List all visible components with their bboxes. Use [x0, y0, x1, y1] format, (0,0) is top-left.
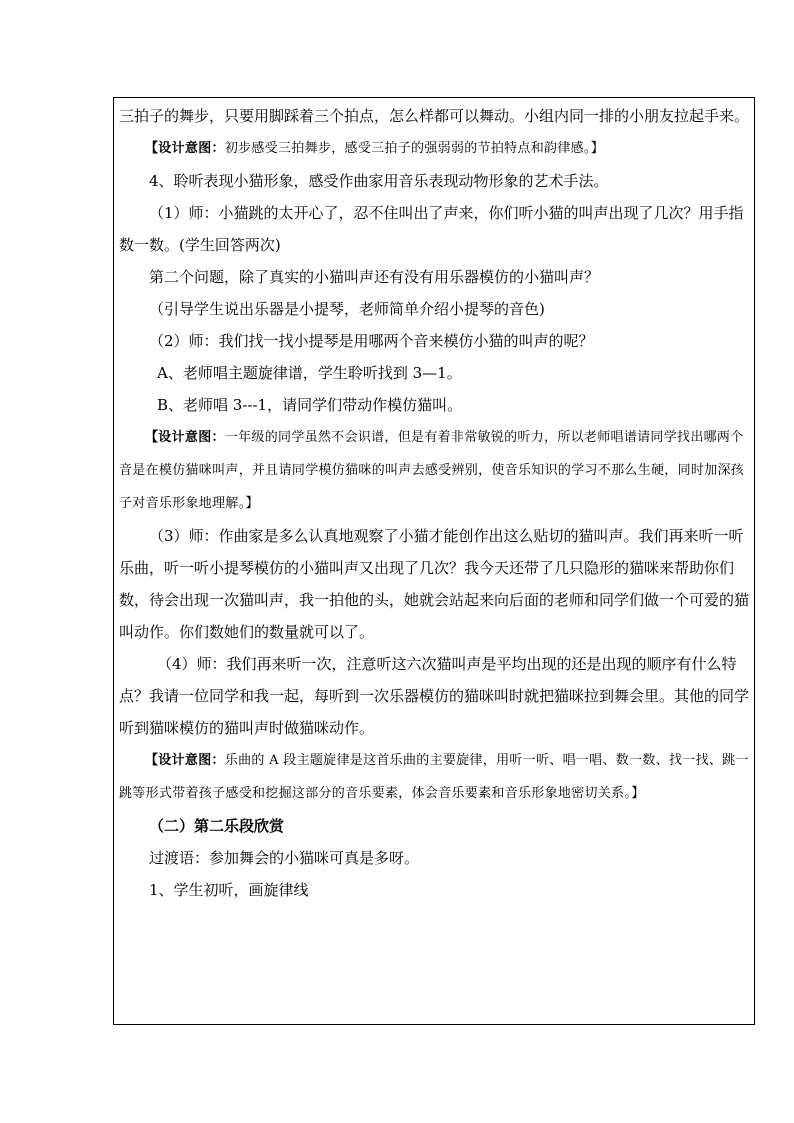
paragraph-question-1: （1）师：小猫跳的太开心了，忍不住叫出了声来，你们听小猫的叫声出现了几次？用手指数一数。(学生回答两次) — [119, 204, 744, 254]
paragraph-question-3: （3）师：作曲家是多么认真地观察了小猫才能创作出这么贴切的猫叫声。我们再来听一听乐曲，听一听小提琴模仿的小猫叫声又出现了几次？我今天还带了几只隐形的猫咪来帮助你们数，待会出现一次猫叫声，我一拍他的头，她就会站起来向后面的老师和同学们做一个可爱的猫叫动作。你们数她们的数量就可以了。 — [119, 527, 750, 641]
paragraph-question-4: （4）师：我们再来听一次，注意听这六次猫叫声是平均出现的还是出现的顺序有什么特点？我请一位同学和我一起，每听到一次乐器模仿的猫咪叫时就把猫咪拉到舞会里。其他的同学听到猫咪模仿的猫叫声时做猫咪动作。 — [119, 655, 750, 737]
paragraph-guide-violin: （引导学生说出乐器是小提琴，老师简单介绍小提琴的音色) — [149, 300, 545, 318]
design-intent-label: 【设计意图： — [145, 430, 225, 445]
paragraph-question-second: 第二个问题，除了真实的小猫叫声还有没有用乐器模仿的小猫叫声？ — [149, 268, 600, 286]
paragraph-dance-steps: 三拍子的舞步，只要用脚踩着三个拍点，怎么样都可以舞动。小组内同一排的小朋友拉起手来。 — [119, 107, 750, 125]
design-intent-label: 【设计意图： — [145, 141, 225, 156]
paragraph-question-2: （2）师：我们找一找小提琴是用哪两个音来模仿小猫的叫声的呢？ — [149, 332, 594, 350]
design-intent-3 — [119, 744, 751, 810]
section-heading-second-part: （二）第二乐段欣赏 — [149, 817, 285, 835]
paragraph-step-4: 4、聆听表现小猫形象，感受作曲家用音乐表现动物形象的艺术手法。 — [149, 172, 609, 190]
design-intent-2 — [119, 421, 751, 520]
design-intent-text: 乐曲的 A 段主题旋律是这首乐曲的主要旋律，用听一听、唱一唱、数一数、找一找、跳一跳等形式带着孩子感受和挖掘这部分的音乐要素，体会音乐要素和音乐形象地密切关系。】 — [119, 753, 749, 801]
design-intent-text: 初步感受三拍舞步，感受三拍子的强弱弱的节拍特点和韵律感。】 — [224, 141, 605, 156]
paragraph-step-b: B、老师唱 3---1，请同学们带动作模仿猫叫。 — [157, 396, 463, 414]
design-intent-1 — [119, 132, 751, 165]
design-intent-text: 一年级的同学虽然不会识谱，但是有着非常敏锐的听力，所以老师唱谱请同学找出哪两个音是在模仿猫咪叫声，并且请同学模仿猫咪的叫声去感受辨别，使音乐知识的学习不那么生硬，同时加深孩子对音乐形象地理解。】 — [119, 430, 745, 511]
design-intent-label: 【设计意图： — [145, 753, 225, 768]
paragraph-transition: 过渡语：参加舞会的小猫咪可真是多呀。 — [149, 849, 420, 867]
paragraph-step-a: A、老师唱主题旋律谱，学生聆听找到 3—1。 — [157, 364, 462, 382]
document-body — [119, 100, 751, 906]
paragraph-first-listen: 1、学生初听，画旋律线 — [149, 881, 309, 899]
